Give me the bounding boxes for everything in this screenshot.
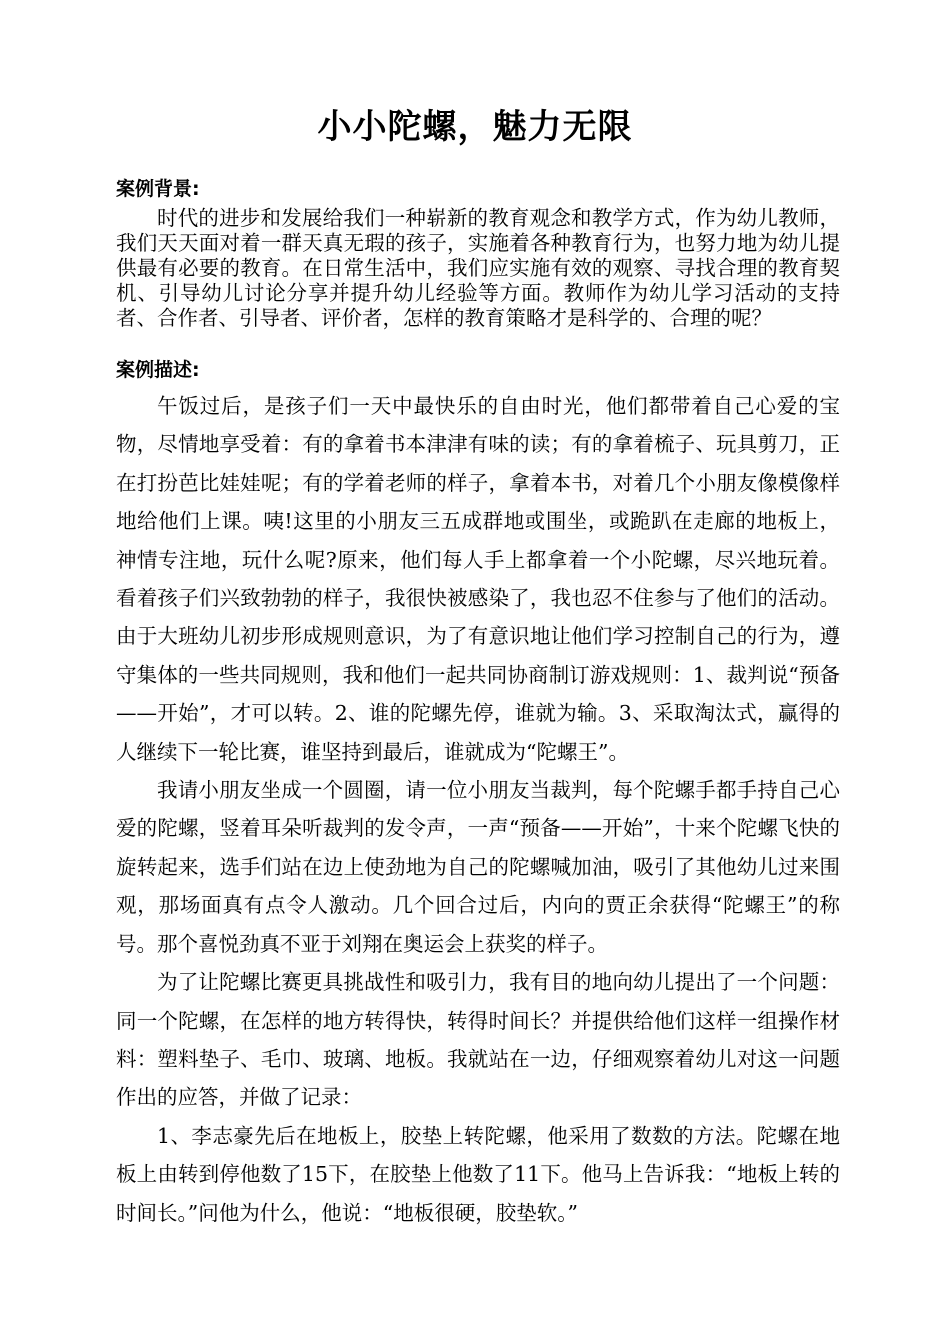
paragraph: 1、李志豪先后在地板上，胶垫上转陀螺，他采用了数数的方法。陀螺在地板上由转到停他数了15下，在胶垫上他数了11下。他马上告诉我：“地板上转的时间长。”问他为什么，他说：“地板很硬，胶垫软。” [116,1123,840,1225]
document-title: 小小陀螺，魅力无限 [317,107,633,147]
paragraph: 午饭过后，是孩子们一天中最快乐的自由时光，他们都带着自己心爱的宝物，尽情地享受着：有的拿着书本津津有味的读；有的拿着梳子、玩具剪刀，正在打扮芭比娃娃呢；有的学着老师的样子，拿着本书，对着几个小朋友像模像样地给他们上课。咦!这里的小朋友三五成群地或围坐，或跪趴在走廊的地板上，神情专注地，玩什么呢?原来，他们每人手上都拿着一个小陀螺，尽兴地玩着。看着孩子们兴致勃勃的样子，我很快被感染了，我也忍不住参与了他们的活动。由于大班幼儿初步形成规则意识，为了有意识地让他们学习控制自己的行为，遵守集体的一些共同规则，我和他们一起共同协商制订游戏规则：1、裁判说“预备——开始”，才可以转。2、谁的陀螺先停，谁就为输。3、采取淘汰式，赢得的人继续下一轮比赛，谁坚持到最后，谁就成为“陀螺王”。 [116,394,840,764]
section-heading-background: 案例背景: [116,178,200,200]
section-heading-description: 案例描述: [116,359,200,381]
section-background-body [116,206,840,331]
paragraph: 我请小朋友坐成一个圆圈，请一位小朋友当裁判，每个陀螺手都手持自己心爱的陀螺，竖着耳朵听裁判的发令声，一声“预备——开始”，十来个陀螺飞快的旋转起来，选手们站在边上使劲地为自己的陀螺喊加油，吸引了其他幼儿过来围观，那场面真有点令人激动。几个回合过后，内向的贾正余获得“陀螺王”的称号。那个喜悦劲真不亚于刘翔在奥运会上获奖的样子。 [116,778,840,956]
section-description-body [116,387,840,1232]
paragraph: 为了让陀螺比赛更具挑战性和吸引力，我有目的地向幼儿提出了一个问题：同一个陀螺，在怎样的地方转得快，转得时间长？并提供给他们这样一组操作材料：塑料垫子、毛巾、玻璃、地板。我就站在一边，仔细观察着幼儿对这一问题作出的应答，并做了记录： [116,970,840,1110]
paragraph: 时代的进步和发展给我们一种崭新的教育观念和教学方式，作为幼儿教师，我们天天面对着一群天真无瑕的孩子，实施着各种教育行为，也努力地为幼儿提供最有必要的教育。在日常生活中，我们应实施有效的观察、寻找合理的教育契机、引导幼儿讨论分享并提升幼儿经验等方面。教师作为幼儿学习活动的支持者、合作者、引导者、评价者，怎样的教育策略才是科学的、合理的呢？ [116,206,840,330]
